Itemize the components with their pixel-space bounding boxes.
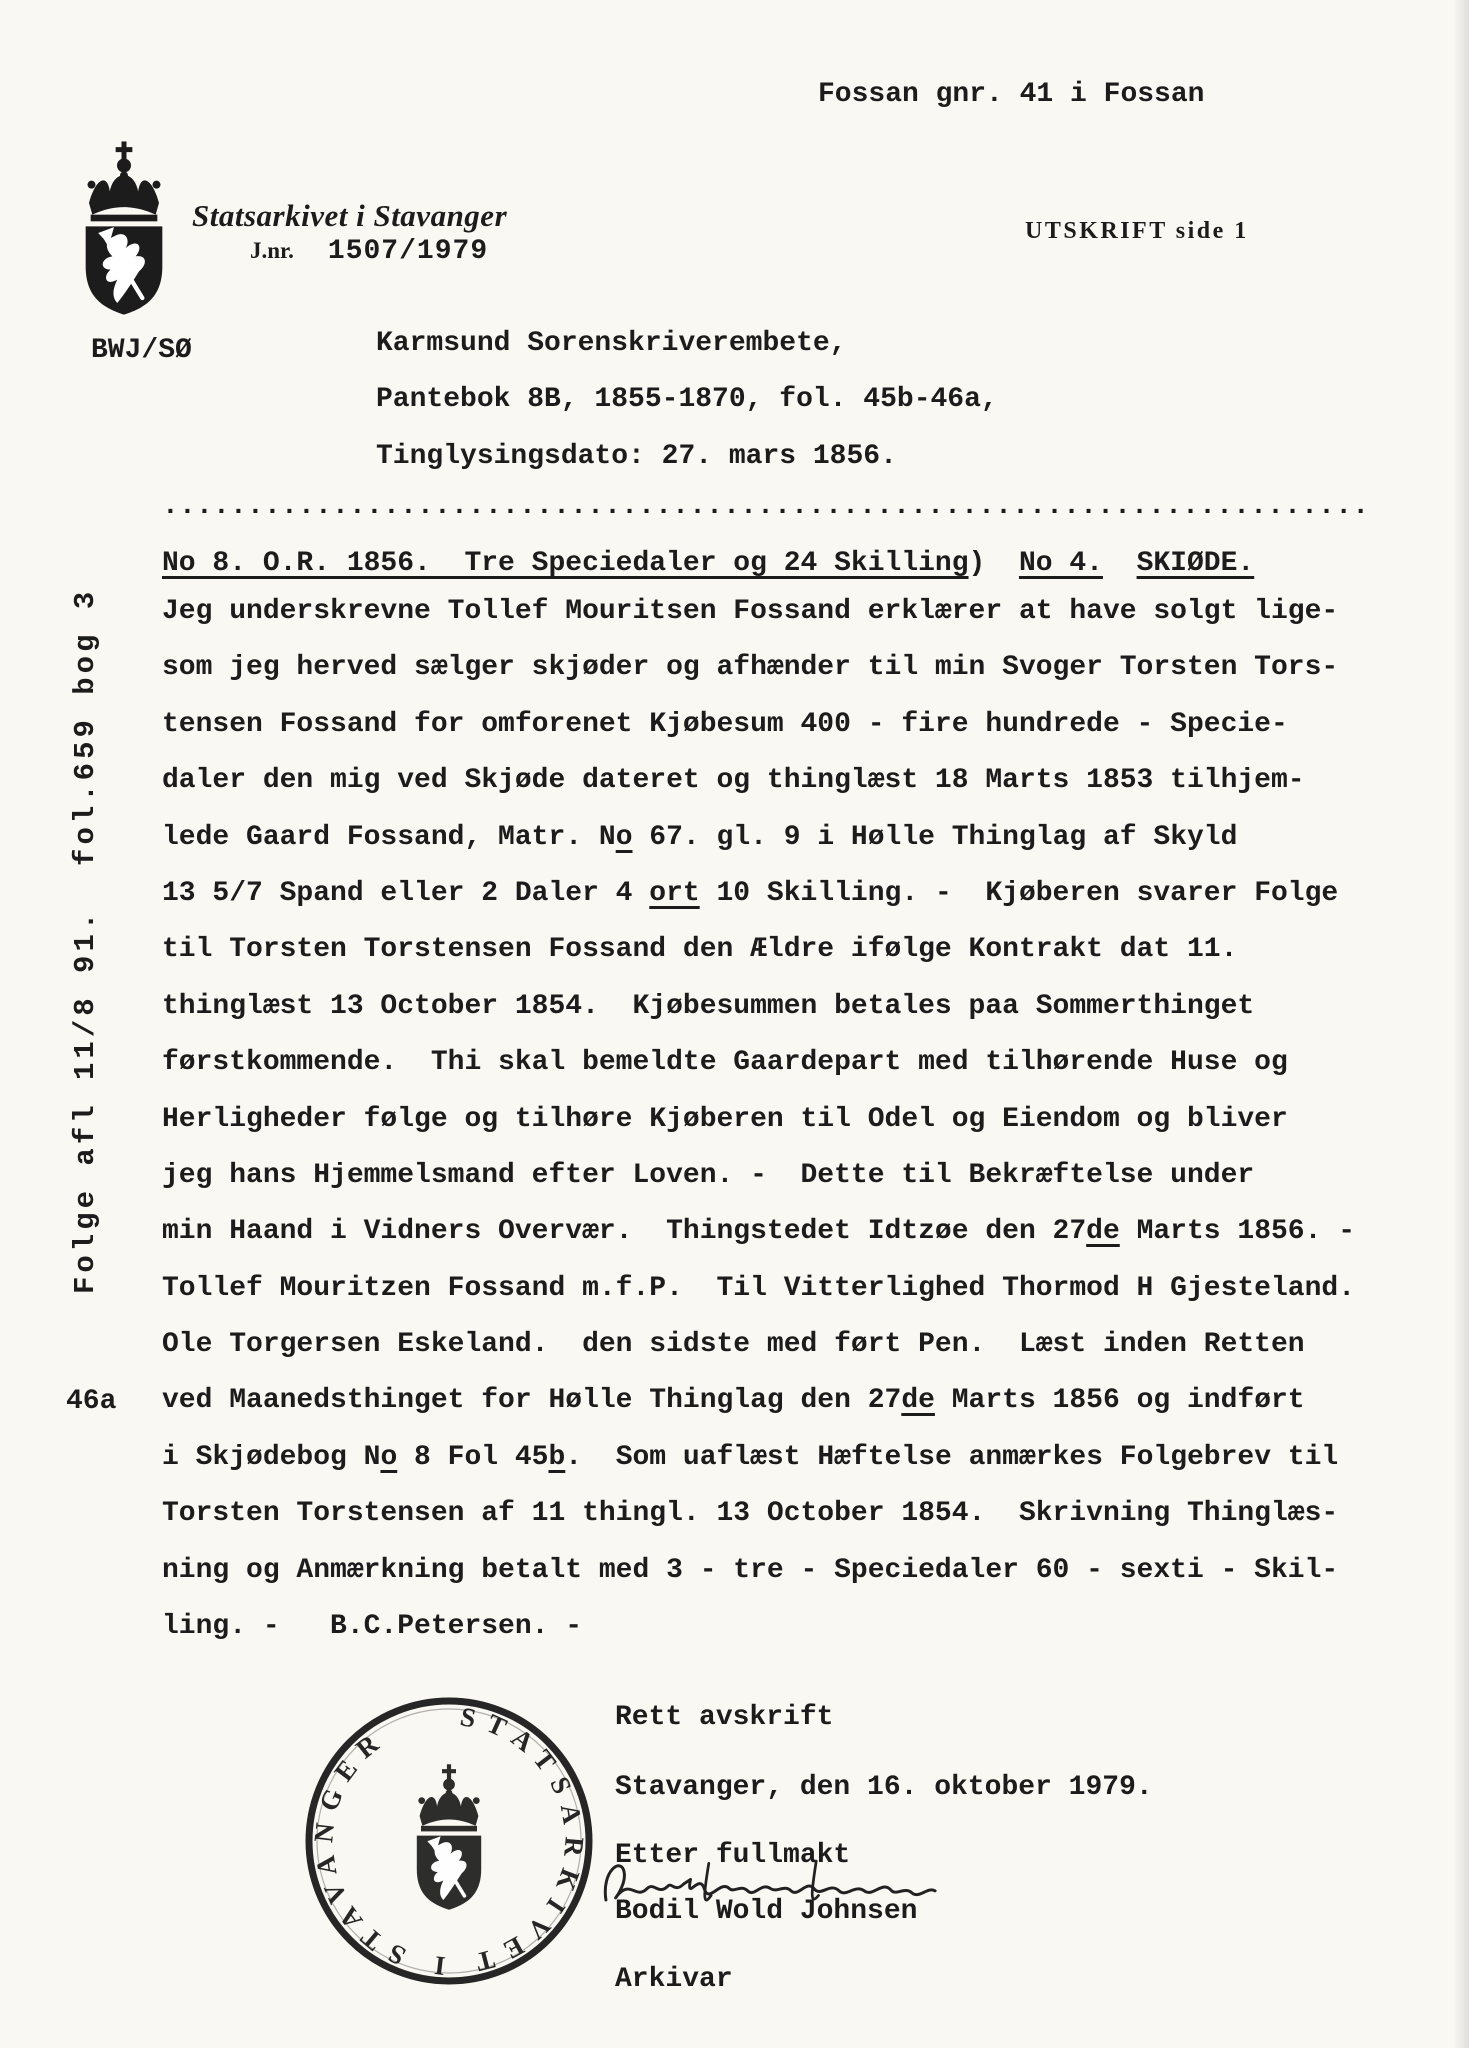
text-segment: No 4. xyxy=(1018,548,1103,579)
text-segment: No 8. O.R. 1856. Tre Speciedaler og 24 Skilling xyxy=(162,548,969,579)
journal-number-label: J.nr. xyxy=(250,238,294,263)
source-reference-line: Karmsund Sorenskriverembete, xyxy=(376,328,847,359)
text-segment: o xyxy=(615,821,633,853)
source-reference-line: Tinglysingsdato: 27. mars 1856. xyxy=(376,440,897,472)
text-segment: ) xyxy=(968,548,1019,579)
record-line xyxy=(162,584,1402,640)
text-segment: daler den mig ved Skjøde dateret og thinglæst 18 Marts 1853 tilhjem- xyxy=(162,765,1305,797)
record-line xyxy=(162,1035,1402,1091)
record-line xyxy=(162,1317,1402,1373)
record-line xyxy=(162,810,1402,866)
typist-reference: BWJ/SØ xyxy=(91,335,192,366)
record-line xyxy=(162,922,1402,978)
signer-typed-name: Bodil Wold Johnsen xyxy=(615,1896,918,1927)
text-segment: ort xyxy=(649,877,700,909)
text-segment: 10 Skilling. - Kjøberen svarer Folge xyxy=(699,877,1339,909)
text-segment: b xyxy=(548,1441,566,1473)
record-line xyxy=(162,866,1402,922)
text-segment: jeg hans Hjemmelsmand efter Loven. - Dette til Bekræftelse under xyxy=(162,1159,1255,1191)
text-segment: min Haand i Vidners Overvær. Thingstedet Idtzøe den 27 xyxy=(162,1216,1087,1248)
text-segment: i Skjødebog N xyxy=(162,1441,381,1473)
record-line xyxy=(162,1543,1402,1599)
archive-name: Statsarkivet i Stavanger xyxy=(192,198,508,233)
record-line xyxy=(162,979,1402,1035)
archive-stamp-seal-icon xyxy=(298,1690,600,1992)
text-segment: Tollef Mouritzen Fossand m.f.P. Til Vitterlighed Thormod H Gjesteland. xyxy=(162,1272,1355,1304)
text-segment: Torsten Torstensen af 11 thingl. 13 October 1854. Skrivning Thinglæs- xyxy=(162,1498,1339,1530)
text-segment: de xyxy=(1086,1216,1120,1248)
top-note: Fossan gnr. 41 i Fossan xyxy=(818,79,1205,110)
margin-vertical-note: Folge afl 11/8 91. fol.659 bog 3 xyxy=(69,587,102,1294)
text-segment: til Torsten Torstensen Fossand den Ældre ifølge Kontrakt dat 11. xyxy=(162,934,1238,966)
text-segment: førstkommende. Thi skal bemeldte Gaardepart med tilhørende Huse og xyxy=(162,1047,1288,1079)
signer-title: Arkivar xyxy=(615,1964,733,1995)
coat-of-arms-icon xyxy=(74,140,174,316)
journal-row xyxy=(250,236,488,267)
stamp-legend-text: STATSARKIVET I STAVANGER xyxy=(308,1701,590,1982)
text-segment: Marts 1856. - xyxy=(1119,1216,1356,1248)
transcript-page-heading: UTSKRIFT side 1 xyxy=(1025,218,1249,244)
text-segment: Marts 1856 og indført xyxy=(934,1385,1305,1417)
record-line xyxy=(162,1148,1402,1204)
certification-statement: Rett avskrift xyxy=(615,1702,834,1733)
text-segment xyxy=(1103,548,1137,579)
text-segment: ling. - B.C.Petersen. - xyxy=(162,1611,583,1643)
record-line xyxy=(162,753,1402,809)
text-segment: lede Gaard Fossand, Matr. N xyxy=(162,821,616,853)
record-line xyxy=(162,1486,1402,1542)
record-line xyxy=(162,697,1402,753)
certification-place-date: Stavanger, den 16. oktober 1979. xyxy=(615,1772,1153,1803)
text-segment: o xyxy=(380,1441,398,1473)
journal-number-value: 1507/1979 xyxy=(327,236,489,267)
text-segment: 8 Fol 45 xyxy=(397,1441,549,1473)
record-body xyxy=(162,584,1402,1655)
record-line xyxy=(162,1599,1402,1655)
source-reference-line: Pantebok 8B, 1855-1870, fol. 45b-46a, xyxy=(376,384,998,416)
dotted-separator: ....................................................................... xyxy=(162,491,1370,522)
text-segment: ved Maanedsthinget for Hølle Thinglag den 27 xyxy=(162,1385,902,1417)
record-heading xyxy=(162,544,1254,584)
text-segment: ning og Anmærkning betalt med 3 - tre - Speciedaler 60 - sexti - Skil- xyxy=(162,1554,1339,1586)
record-line xyxy=(162,1373,1402,1429)
text-segment: SKIØDE. xyxy=(1136,548,1255,579)
margin-folio-note: 46a xyxy=(66,1386,117,1417)
text-segment: thinglæst 13 October 1854. Kjøbesummen betales paa Sommerthinget xyxy=(162,990,1255,1022)
text-segment: tensen Fossand for omforenet Kjøbesum 400 - fire hundrede - Specie- xyxy=(162,708,1288,740)
text-segment: 67. gl. 9 i Hølle Thinglag af Skyld xyxy=(632,821,1238,853)
text-segment: som jeg herved sælger skjøder og afhænder til min Svoger Torsten Tors- xyxy=(162,652,1339,684)
record-line xyxy=(162,640,1402,696)
text-segment: Ole Torgersen Eskeland. den sidste med ført Pen. Læst inden Retten xyxy=(162,1329,1305,1361)
text-segment: Herligheder følge og tilhøre Kjøberen til Odel og Eiendom og bliver xyxy=(162,1103,1288,1135)
text-segment: de xyxy=(901,1385,935,1417)
record-line xyxy=(162,1204,1402,1260)
record-line xyxy=(162,1261,1402,1317)
record-line xyxy=(162,1430,1402,1486)
source-reference-block xyxy=(376,316,998,485)
text-segment: Jeg underskrevne Tollef Mouritsen Fossand erklærer at have solgt lige- xyxy=(162,596,1339,627)
record-line xyxy=(162,1092,1402,1148)
text-segment: . Som uaflæst Hæftelse anmærkes Folgebrev til xyxy=(565,1441,1339,1473)
text-segment: 13 5/7 Spand eller 2 Daler 4 xyxy=(162,877,650,909)
certification-authority: Etter fullmakt xyxy=(615,1840,851,1871)
